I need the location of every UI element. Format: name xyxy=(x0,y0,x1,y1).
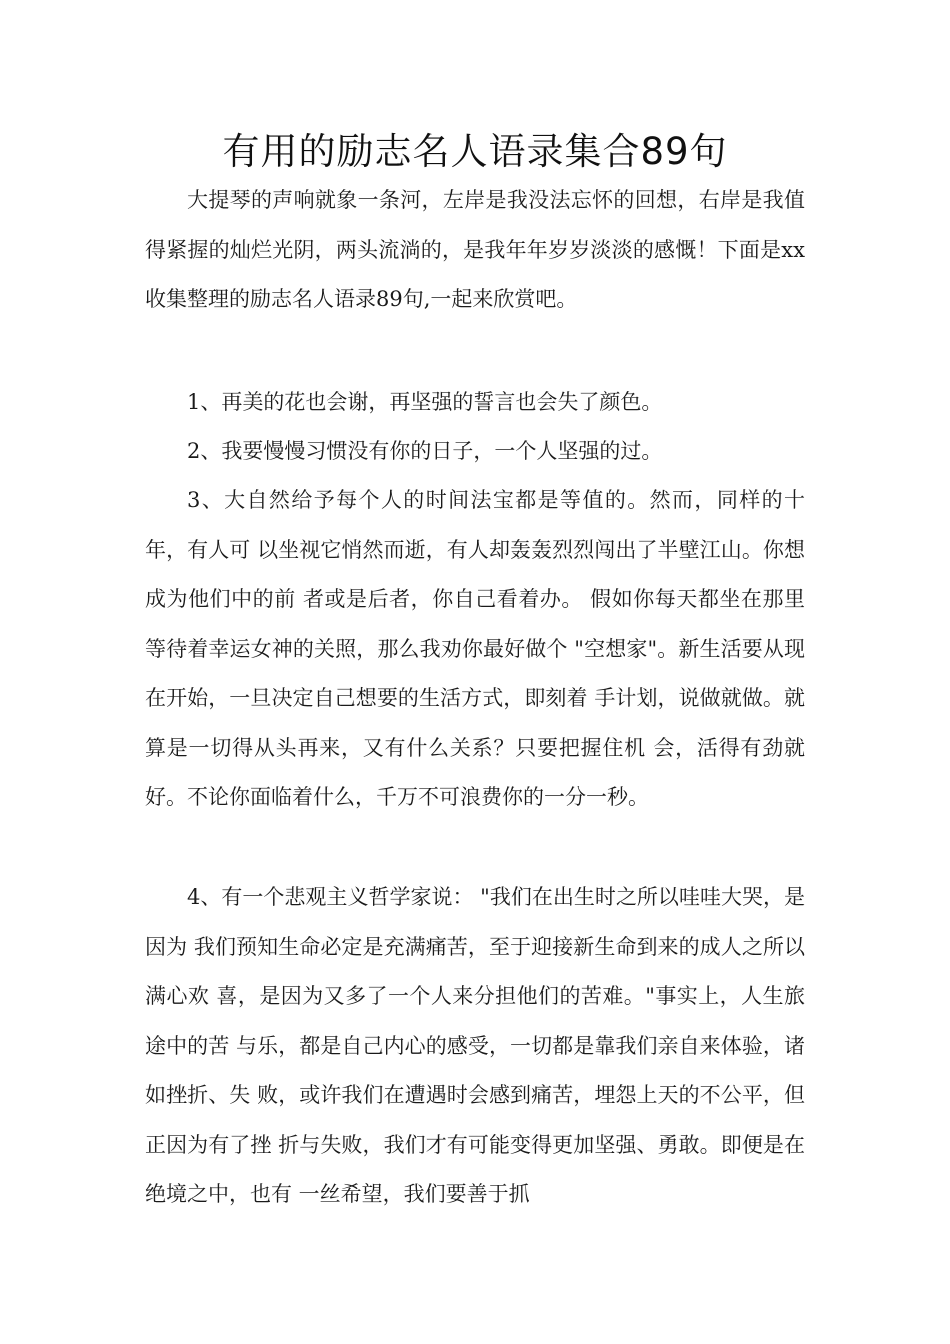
document-title: 有用的励志名人语录集合89句 xyxy=(222,130,728,173)
intro-paragraph: 大提琴的声响就象一条河，左岸是我没法忘怀的回想，右岸是我值得紧握的灿烂光阴，两头流淌的，是我年年岁岁淡淡的感慨！下面是xx收集整理的励志名人语录89句,一起来欣赏吧。 xyxy=(145,188,805,311)
quote-item-1: 1、再美的花也会谢，再坚强的誓言也会失了颜色。 xyxy=(187,390,663,414)
quote-item-4: 4、有一个悲观主义哲学家说： "我们在出生时之所以哇哇大哭，是因为 我们预知生命必定是充满痛苦，至于迎接新生命到来的成人之所以满心欢 喜，是因为又多了一个人来分担他们的苦难。"事实上，人生旅途中的苦 与乐，都是自己内心的感受，一切都是靠我们亲自来体验，诸如挫折、失 败，或许我们在遭遇时会感到痛苦，埋怨上天的不公平，但正因为有了挫 折与失败，我们才有可能变得更加坚强、勇敢。即便是在绝境之中，也有 一丝希望，我们要善于抓 xyxy=(145,885,805,1206)
quote-item-2: 2、我要慢慢习惯没有你的日子，一个人坚强的过。 xyxy=(187,439,663,463)
quote-item-3: 3、大自然给予每个人的时间法宝都是等值的。然而，同样的十年，有人可 以坐视它悄然而逝，有人却轰轰烈烈闯出了半壁江山。你想成为他们中的前 者或是后者，你自己看着办。 假如你每天都坐在那里等待着幸运女神的关照，那么我劝你最好做个 "空想家"。新生活要从现在开始，一旦决定自己想要的生活方式，即刻着 手计划，说做就做。就算是一切得从头再来，又有什么关系？只要把握住机 会，活得有劲就好。不论你面临着什么，千万不可浪费你的一分一秒。 xyxy=(145,488,805,809)
